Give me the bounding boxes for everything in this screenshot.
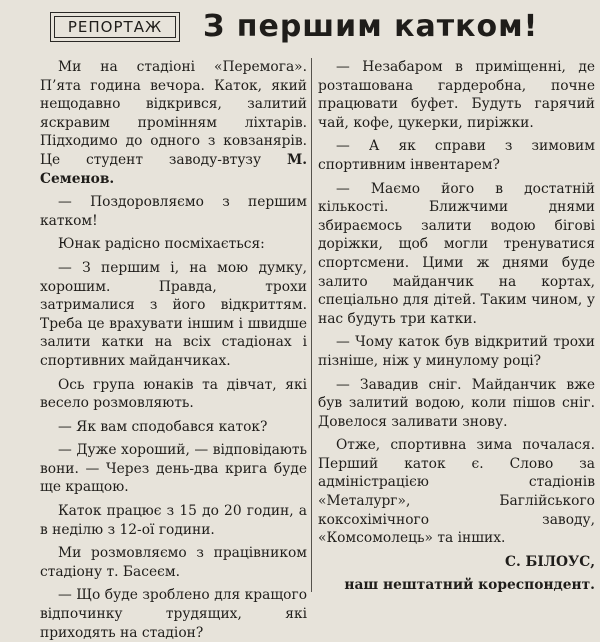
paragraph-intro [40, 58, 307, 188]
paragraph: — Дуже хороший, — відповідають вони. — Через день-два крига буде ще кращою. [40, 442, 307, 496]
column-divider [311, 58, 312, 592]
author-title: наш нештатний кореспондент. [344, 577, 595, 594]
article-column-left [40, 58, 308, 641]
paragraph: — Що буде зроблено для кращого відпочинку трудящих, які приходять на стадіон? [40, 587, 307, 641]
paragraph: — Як вам сподобався каток? [58, 418, 268, 435]
paragraph: — А як справи з зимовим спортивним інвентарем? [318, 138, 595, 173]
intro-text: Ми на стадіоні «Перемога». П’ята година вечора. Каток, який нещодавно відкрився, залитий яскравим промінням ліхтарів. Підходимо до одного з ковзанярів. Це студент заводу-втузу [40, 59, 307, 168]
rubric-label: РЕПОРТАЖ [54, 16, 176, 38]
paragraph: Каток працює з 15 до 20 годин, а в неділю з 12-ої години. [40, 503, 307, 538]
author-signature: С. БІЛОУС, [504, 553, 595, 570]
paragraph: — Поздоровляємо з першим катком! [40, 194, 307, 229]
headline: З першим катком! [203, 9, 539, 44]
paragraph: Ось група юнаків та дівчат, які весело розмовляють. [40, 376, 307, 412]
interviewee-name: М. Семенов. [40, 151, 308, 187]
rubric-box [50, 12, 180, 42]
paragraph: — З першим і, на мою думку, хорошим. Правда, трохи затрималися з його відкриттям. Треба це врахувати іншим і швидше залити катки на всіх стадіонах і спортивних майданчиках. [40, 259, 307, 369]
paragraph: — Маємо його в достатній кількості. Ближчими днями збираємось залити водою бігові доріжки, щоб могли тренуватися спортсмени. Цими ж днями буде залито майданчик на кортах, спеціально для дітей. Таким чином, у нас будуть три катки. [318, 180, 595, 327]
paragraph: — Завадив сніг. Майданчик вже був залитий водою, коли пішов сніг. Довелося заливати знову. [318, 376, 595, 430]
article-column-right [318, 58, 595, 592]
paragraph: Отже, спортивна зима почалася. Перший каток є. Слово за адміністрацією стадіонів «Металург», Баглійського коксохімічного заводу, «Комсомолець» та інших. [318, 437, 595, 547]
paragraph: Ми розмовляємо з працівником стадіону т. Басеєм. [40, 545, 307, 580]
paragraph: — Чому каток був відкритий трохи пізніше, ніж у минулому році? [318, 334, 595, 369]
paragraph: Юнак радісно посміхається: [58, 236, 265, 253]
paragraph: — Незабаром в приміщенні, де розташована гардеробна, почне працювати буфет. Будуть гарячий чай, кофе, цукерки, пиріжки. [318, 59, 595, 131]
